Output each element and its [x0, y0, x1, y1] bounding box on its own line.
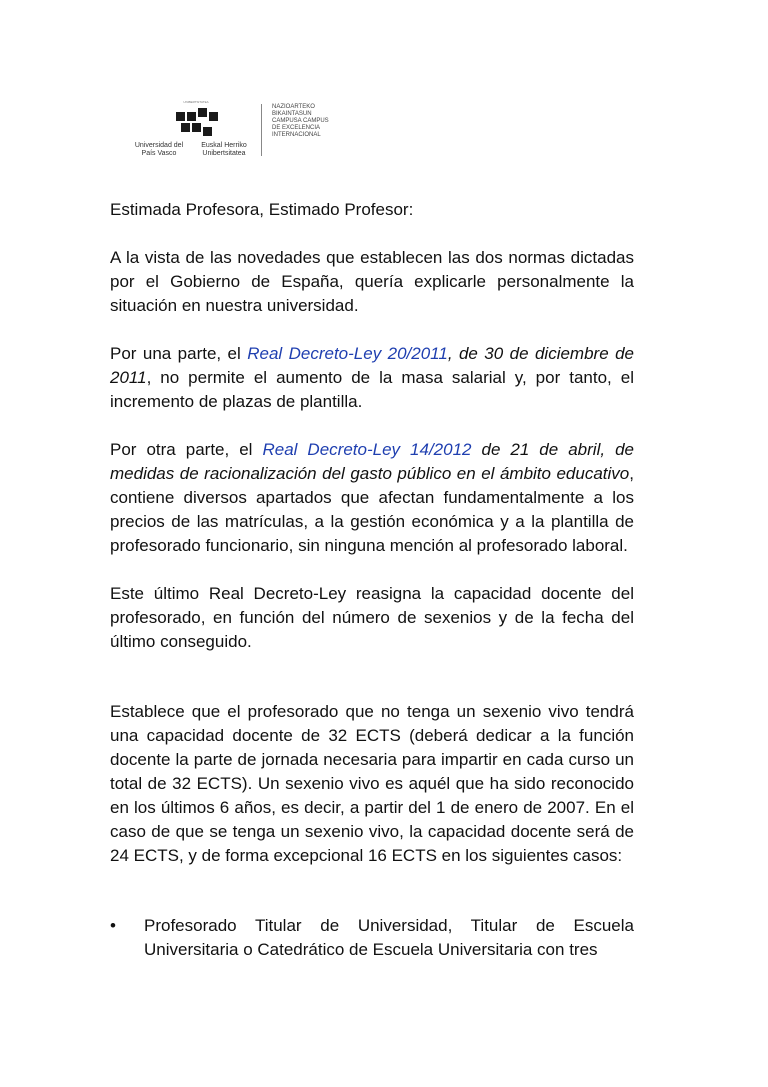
rdl-14-2012-link[interactable]: Real Decreto-Ley 14/2012 [262, 440, 472, 459]
crest-icon [176, 108, 220, 138]
p3-text-b: de 21 de abril, de medidas de racionalización del gasto público en el ámbito educativo [110, 440, 634, 483]
paragraph-1: A la vista de las novedades que establecen las dos normas dictadas por el Gobierno de España, quería explicarle personalmente la situación en nuestra universidad. [110, 248, 634, 315]
p2-text-a: Por una parte, el [110, 344, 248, 363]
bullet-icon: • [110, 916, 116, 935]
p3-text-a: Por otra parte, el [110, 440, 263, 459]
p2-text-c: , no permite el aumento de la masa salarial y, por tanto, el incremento de plazas de plantilla. [110, 368, 634, 411]
paragraph-3 [110, 438, 634, 558]
campus-label: NAZIOARTEKO BIKAINTASUN CAMPUSA CAMPUS DE EXCELENCIA INTERNACIONAL [272, 104, 329, 138]
university-logo [128, 100, 338, 164]
greeting: Estimada Profesora, Estimado Profesor: [110, 200, 414, 219]
university-name-eu: Euskal Herriko Unibertsitatea [201, 142, 247, 157]
p3-text-c: , contiene diversos apartados que afectan fundamentalmente a los precios de las matrículas, a la gestión económica y a la plantilla de profesorado funcionario, sin ninguna mención al profesorado laboral. [110, 464, 634, 555]
crest-caption: UNIBERTSITATEA [183, 100, 209, 104]
paragraph-2 [110, 342, 634, 414]
university-name-es: Universidad del País Vasco [134, 142, 184, 157]
paragraph-4: Este último Real Decreto-Ley reasigna la capacidad docente del profesorado, en función del número de sexenios y de la fecha del último conseguido. [110, 584, 634, 651]
paragraph-5: Establece que el profesorado que no tenga un sexenio vivo tendrá una capacidad docente de 32 ECTS (deberá dedicar a la función docente la parte de jornada necesaria para impartir en cada curso un total de 32 ECTS). Un sexenio vivo es aquél que ha sido reconocido en los últimos 6 años, es decir, a partir del 1 de enero de 2007. En el caso de que se tenga un sexenio vivo, la capacidad docente será de 24 ECTS, y de forma excepcional 16 ECTS en los siguientes casos: [110, 702, 634, 865]
rdl-20-2011-link[interactable]: Real Decreto-Ley 20/2011 [247, 344, 448, 363]
bullet-1-text: Profesorado Titular de Universidad, Titular de Escuela Universitaria o Catedrático de Escuela Universitaria con tres [144, 916, 634, 959]
logo-divider [261, 104, 262, 156]
p2-text-b: , de 30 de diciembre de 2011 [110, 344, 634, 387]
letter-body [110, 198, 634, 962]
bullet-item [110, 914, 634, 962]
